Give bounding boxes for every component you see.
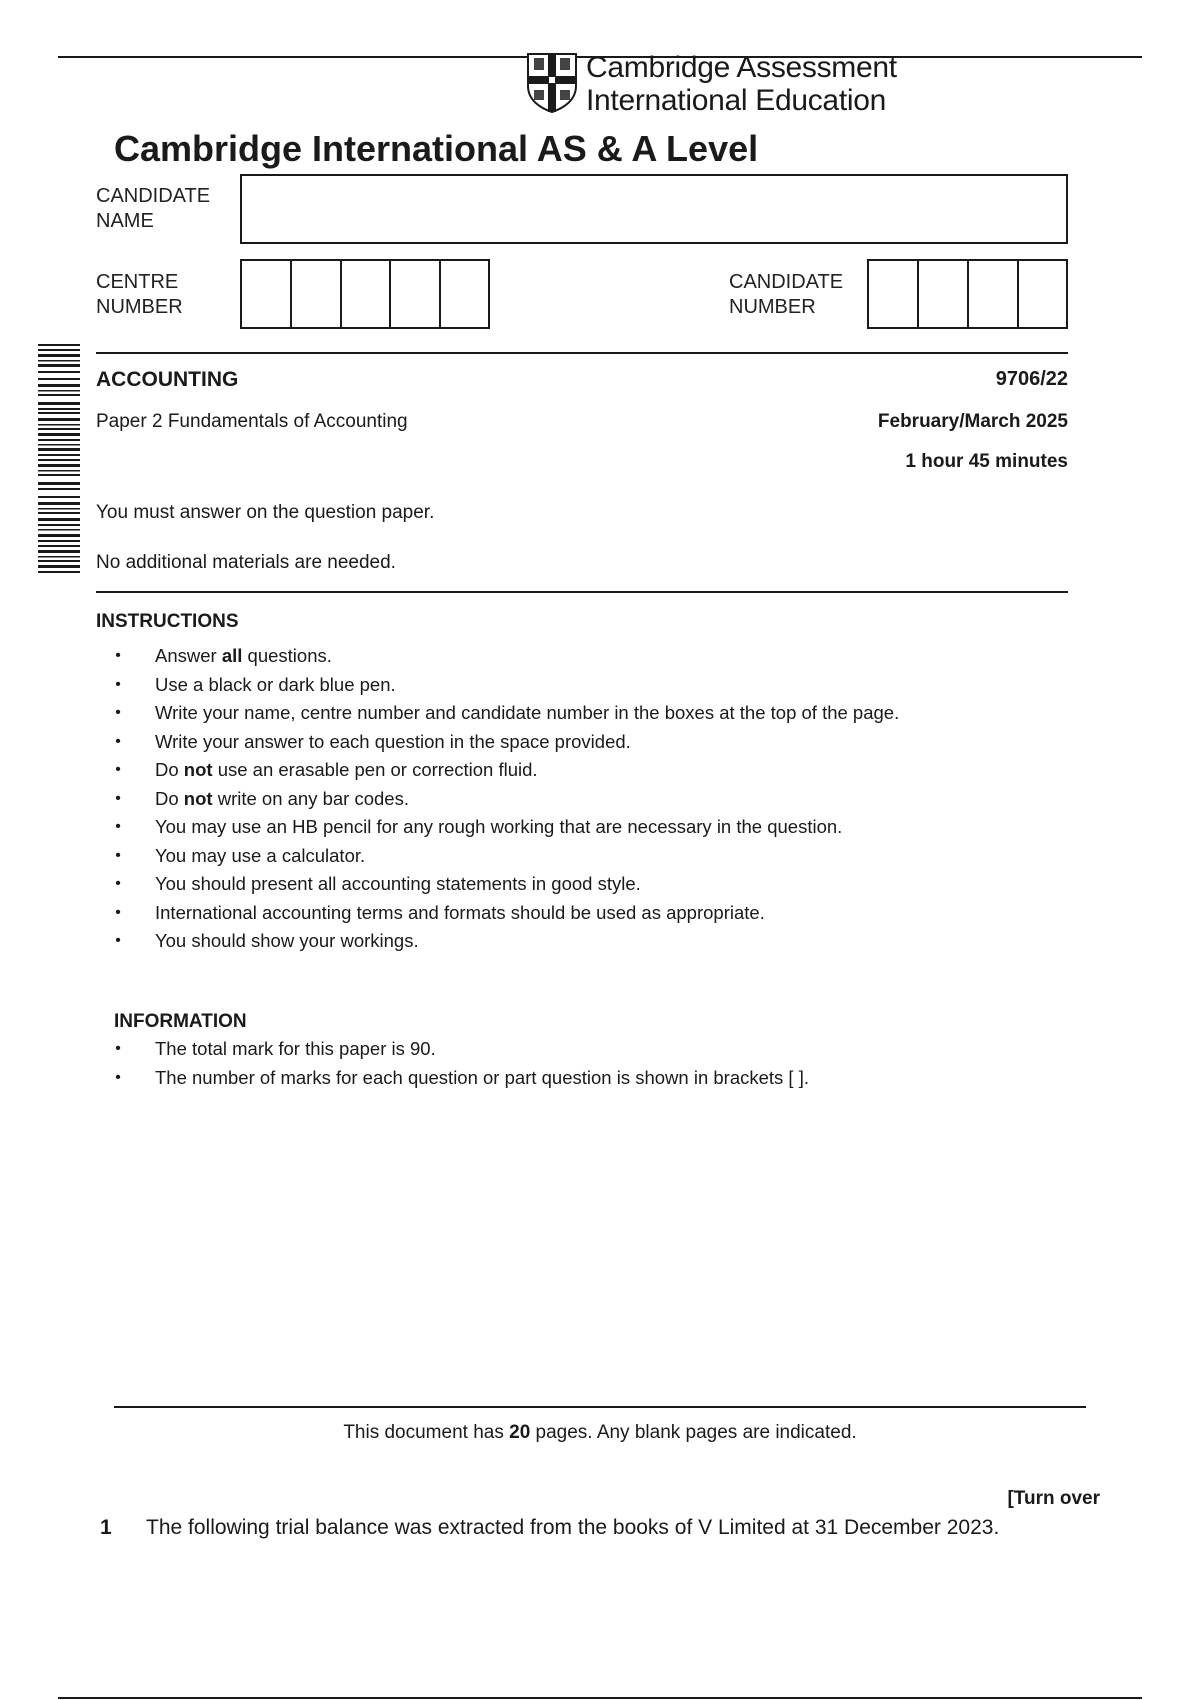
- bullet-text: Do: [155, 787, 184, 809]
- bullet-dot-icon: •: [115, 1040, 121, 1057]
- bullet-dot-icon: •: [115, 675, 121, 693]
- barcode-icon: [38, 344, 80, 574]
- bullet-item: [113, 699, 899, 728]
- information-list: [113, 1035, 809, 1092]
- question-number: 1: [100, 1516, 112, 1539]
- bullet-item: [113, 842, 899, 871]
- centre-number-label: [96, 270, 183, 320]
- bullet-item: [113, 927, 899, 956]
- bullet-text: Write your answer to each question in the space provided.: [155, 730, 631, 752]
- bullet-text: Use a black or dark blue pen.: [155, 673, 396, 695]
- logo-line-1: Cambridge Assessment: [586, 51, 897, 84]
- instructions-list: [113, 642, 899, 956]
- bullet-text: You may use an HB pencil for any rough working that are necessary in the question.: [155, 816, 843, 837]
- bullet-item: [113, 728, 899, 757]
- shield-icon: [526, 52, 578, 114]
- bullet-text: write on any bar codes.: [212, 787, 409, 809]
- subject-title: ACCOUNTING: [96, 368, 239, 391]
- bullet-text: Do: [155, 759, 184, 780]
- centre-number-divider: [439, 261, 441, 327]
- question-text: The following trial balance was extracted from the books of V Limited at 31 December 2023.: [146, 1516, 1000, 1539]
- page-count-number: 20: [509, 1422, 531, 1443]
- centre-number-box[interactable]: [240, 259, 490, 329]
- candidate-name-box[interactable]: [240, 174, 1068, 244]
- bullet-dot-icon: •: [115, 647, 121, 664]
- bullet-text: use an erasable pen or correction fluid.: [212, 759, 538, 780]
- page-count-pre: This document has: [343, 1422, 510, 1443]
- bottom-rule: [58, 1697, 1142, 1699]
- section-rule: [96, 591, 1068, 593]
- page-count-note: [0, 1422, 1200, 1444]
- bullet-text: International accounting terms and formats should be used as appropriate.: [155, 901, 765, 923]
- bullet-dot-icon: •: [115, 818, 121, 835]
- information-heading: INFORMATION: [114, 1011, 247, 1032]
- exam-duration: 1 hour 45 minutes: [905, 451, 1068, 472]
- bullet-dot-icon: •: [115, 875, 121, 892]
- bullet-text: The number of marks for each question or part question is shown in brackets [ ].: [155, 1066, 809, 1088]
- cambridge-logo: [526, 52, 906, 118]
- candidate-name-label-line2: NAME: [96, 210, 154, 232]
- bullet-item: [113, 870, 899, 899]
- instructions-heading: INSTRUCTIONS: [96, 611, 239, 632]
- logo-line-2: International Education: [586, 84, 886, 117]
- candidate-number-label: [729, 270, 843, 320]
- candidate-name-label: [96, 184, 210, 234]
- candidate-number-divider: [917, 261, 919, 327]
- bullet-item: [113, 642, 899, 671]
- bullet-text: questions.: [242, 645, 332, 666]
- bullet-item: [113, 1064, 809, 1093]
- bullet-emphasis: all: [221, 645, 243, 666]
- bullet-dot-icon: •: [115, 903, 121, 921]
- bullet-emphasis: not: [183, 787, 213, 809]
- bullet-dot-icon: •: [115, 732, 121, 750]
- bullet-item: [113, 1035, 809, 1064]
- bullet-item: [113, 785, 899, 814]
- candidate-number-label-line1: CANDIDATE: [729, 271, 844, 293]
- bullet-text: The total mark for this paper is 90.: [155, 1038, 436, 1059]
- centre-number-divider: [389, 261, 391, 327]
- bullet-dot-icon: •: [115, 704, 121, 721]
- footer-rule: [114, 1406, 1086, 1408]
- bullet-dot-icon: •: [115, 789, 121, 807]
- bullet-text: Write your name, centre number and candidate number in the boxes at the top of the page.: [155, 702, 900, 723]
- centre-number-divider: [290, 261, 292, 327]
- centre-number-divider: [340, 261, 342, 327]
- candidate-number-box[interactable]: [867, 259, 1068, 329]
- bullet-text: You may use a calculator.: [155, 844, 366, 866]
- candidate-number-divider: [1017, 261, 1019, 327]
- bullet-emphasis: not: [183, 759, 213, 780]
- centre-number-label-line1: CENTRE: [96, 271, 179, 293]
- turn-over: [Turn over: [1007, 1488, 1100, 1509]
- bullet-dot-icon: •: [115, 1068, 121, 1086]
- bullet-dot-icon: •: [115, 761, 121, 778]
- centre-number-label-line2: NUMBER: [96, 296, 183, 318]
- bullet-item: [113, 671, 899, 700]
- bullet-text: You should present all accounting statements in good style.: [155, 873, 641, 894]
- paper-code: 9706/22: [995, 368, 1068, 390]
- qualification-title: Cambridge International AS & A Level: [114, 128, 759, 169]
- section-rule: [96, 352, 1068, 354]
- bullet-item: [113, 756, 899, 785]
- page-count-post: pages. Any blank pages are indicated.: [530, 1422, 857, 1443]
- bullet-dot-icon: •: [115, 846, 121, 864]
- exam-session: February/March 2025: [877, 411, 1068, 432]
- candidate-number-label-line2: NUMBER: [729, 296, 816, 318]
- materials-note: No additional materials are needed.: [96, 552, 396, 573]
- answer-note: You must answer on the question paper.: [96, 502, 435, 523]
- bullet-dot-icon: •: [115, 932, 121, 949]
- candidate-name-label-line1: CANDIDATE: [96, 185, 211, 207]
- bullet-text: You should show your workings.: [155, 930, 419, 951]
- bullet-item: [113, 899, 899, 928]
- bullet-item: [113, 813, 899, 842]
- paper-title: Paper 2 Fundamentals of Accounting: [96, 411, 408, 432]
- candidate-number-divider: [967, 261, 969, 327]
- bullet-text: Answer: [155, 645, 222, 666]
